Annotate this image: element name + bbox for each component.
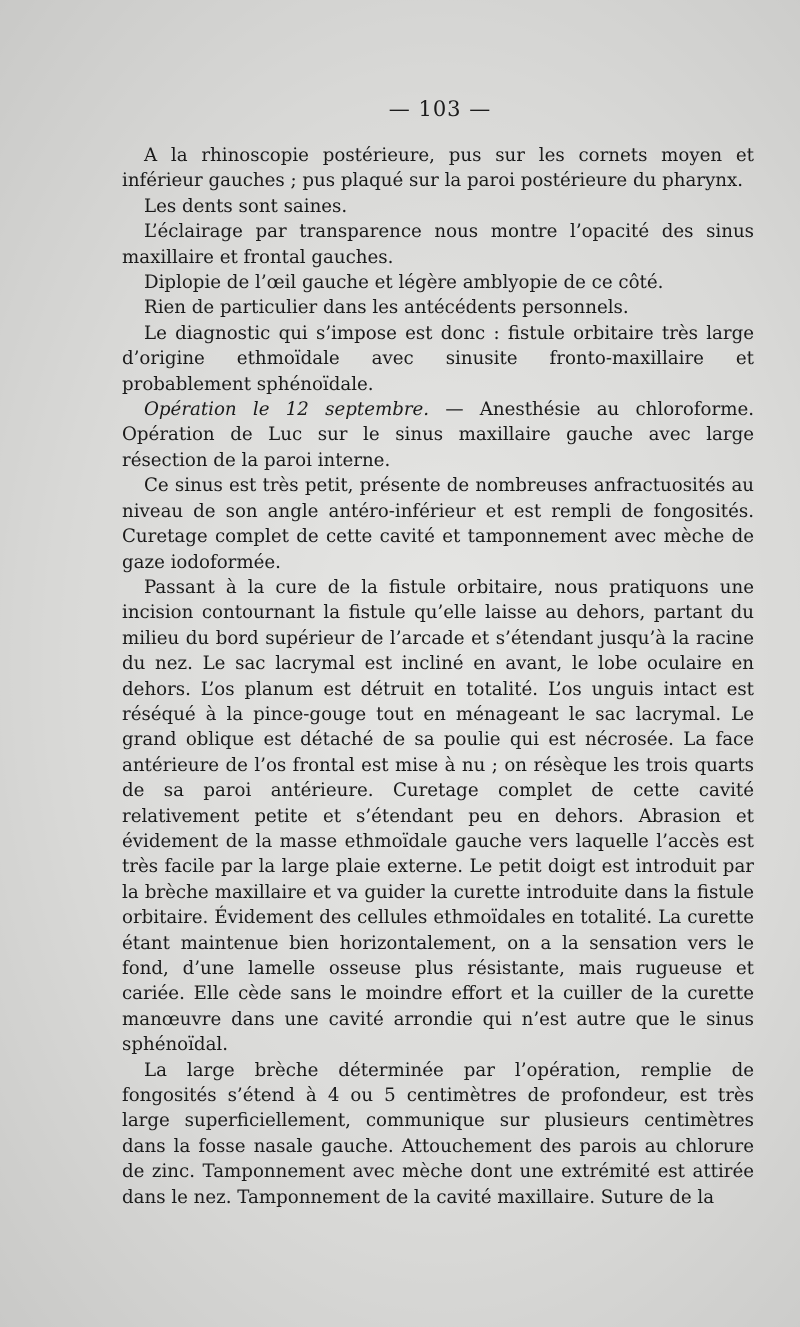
page-number: — 103 — [388, 97, 492, 121]
paragraph-rhinoscopy: A la rhinoscopie postérieure, pus sur les cornets moyen et inférieur gauches ; pus plaqué sur la paroi postérieure du pharynx. [122, 145, 754, 192]
paragraph-sinus-description: Ce sinus est très petit, présente de nombreuses anfractuosités au niveau de son angle antéro-inférieur et est rempli de fongosités. Curetage complet de cette cavité et tamponnement avec mèche de gaze iodoformée. [122, 475, 754, 573]
body-text [122, 143, 754, 1210]
paragraph-transillumination: L’éclairage par transparence nous montre l’opacité des sinus maxillaire et frontal gauches. [122, 221, 754, 268]
paragraph-operation [122, 397, 754, 473]
paragraph-breach: La large brèche déterminée par l’opération, remplie de fongosités s’étend à 4 ou 5 centimètres de profondeur, est très large superficiellement, communique sur plusieurs centimètres dans la fosse nasale gauche. Attouchement des parois au chlorure de zinc. Tamponnement avec mèche dont une extrémité est attirée dans le nez. Tamponnement de la cavité maxillaire. Suture de la [122, 1059, 754, 1208]
paragraph-fistula-cure: Passant à la cure de la fistule orbitaire, nous pratiquons une incision contournant la fistule qu’elle laisse au dehors, partant du milieu du bord supérieur de l’arcade et s’étendant jusqu’à la racine du nez. Le sac lacrymal est incliné en avant, le lobe oculaire en dehors. L’os planum est détruit en totalité. L’os unguis intact est réséqué à la pince-gouge tout en ménageant le sac lacrymal. Le grand oblique est détaché de sa poulie qui est nécrosée. La face antérieure de l’os frontal est mise à nu ; on résèque les trois quarts de sa paroi antérieure. Curetage complet de cette cavité relativement petite et s’étendant peu en dehors. Abrasion et évidement de la masse ethmoïdale gauche vers laquelle l’accès est très facile par la large plaie externe. Le petit doigt est introduit par la brèche maxillaire et va guider la curette introduite dans la fistule orbitaire. Évidement des cellules ethmoïdales en totalité. La curette étant maintenue bien horizontalement, on a la sensation vers le fond, d’une lamelle osseuse plus résistante, mais rugueuse et cariée. Elle cède sans le moindre effort et la cuiller de la curette manœuvre dans une cavité arrondie qui n’est autre que le sinus sphénoïdal. [122, 576, 754, 1056]
paragraph-diagnosis: Le diagnostic qui s’impose est donc : fistule orbitaire très large d’origine ethmoïdale avec sinusite fronto-maxillaire et probablement sphénoïdale. [122, 322, 754, 395]
paragraph-diplopia: Diplopie de l’œil gauche et légère amblyopie de ce côté. [144, 272, 664, 294]
paragraph-history: Rien de particulier dans les antécédents personnels. [144, 297, 629, 319]
paragraph-teeth: Les dents sont saines. [144, 195, 348, 217]
operation-text: — Anesthésie au chloroforme. Opération de Luc sur le sinus maxillaire gauche avec large résection de la paroi interne. [122, 399, 754, 471]
operation-date-heading: Opération le 12 septembre. [144, 399, 430, 421]
